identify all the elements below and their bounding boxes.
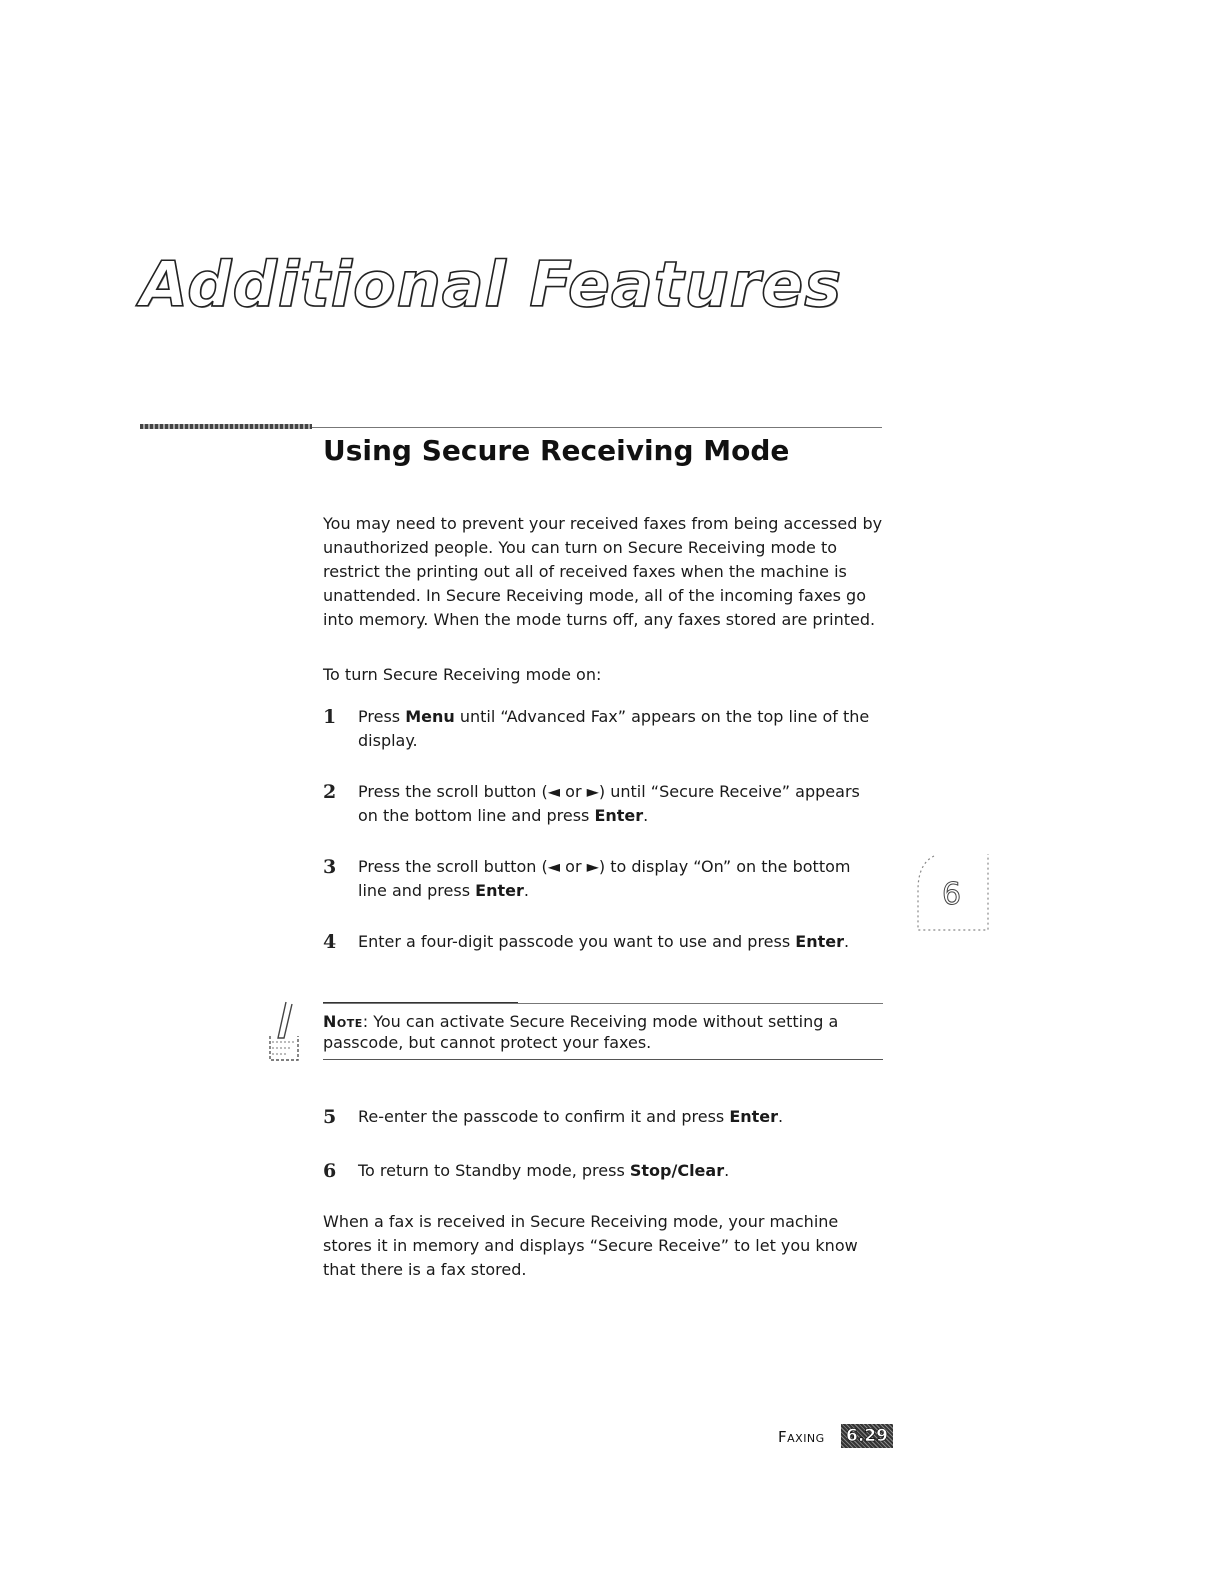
step-text: Press Menu until “Advanced Fax” appears on the top line of the display. [358, 707, 870, 750]
page-number-badge: 6.29 [841, 1424, 893, 1448]
turn-on-heading: To turn Secure Receiving mode on: [323, 665, 602, 684]
step-text: Re-enter the passcode to confirm it and press Enter. [358, 1107, 784, 1126]
step-number: 6 [323, 1160, 337, 1182]
step-text: Enter a four-digit passcode you want to use and press Enter. [358, 932, 850, 951]
note [323, 1011, 883, 1053]
step-4 [323, 930, 883, 954]
step-number: 1 [323, 706, 337, 728]
footer-chapter-label: Faxing [778, 1428, 825, 1446]
intro-paragraph: You may need to prevent your received faxes from being accessed by unauthorized people. You can turn on Secure Receiving mode to restrict the printing out all of received faxes when the machine is unattended. In Secure Receiving mode, all of the incoming faxes go into memory. When the mode turns off, any faxes stored are printed. [323, 514, 883, 629]
step-6 [323, 1159, 883, 1183]
closing-paragraph: When a fax is received in Secure Receiving mode, your machine stores it in memory and displays “Secure Receive” to let you know that there is a fax stored. [323, 1212, 858, 1279]
step-number: 5 [323, 1106, 337, 1128]
note-text: : You can activate Secure Receiving mode without setting a passcode, but cannot protect your faxes. [323, 1012, 839, 1052]
note-pencil-icon [258, 998, 304, 1064]
step-5 [323, 1105, 883, 1129]
step-number: 2 [323, 781, 337, 803]
step-3 [323, 855, 883, 903]
step-text: Press the scroll button (◄ or ►) to display “On” on the bottom line and press Enter. [358, 857, 851, 900]
step-number: 4 [323, 931, 337, 953]
section-rule-accent [140, 424, 312, 429]
step-text: To return to Standby mode, press Stop/Clear. [358, 1161, 730, 1180]
note-rule-top [323, 1003, 883, 1004]
chapter-tab-number: 6 [942, 877, 962, 912]
section-rule [312, 427, 882, 428]
note-label: Note [323, 1012, 363, 1031]
chapter-title: Additional Features [140, 248, 843, 321]
step-number: 3 [323, 856, 337, 878]
chapter-tab-icon [914, 850, 990, 936]
step-2 [323, 780, 883, 828]
note-rule-bottom [323, 1059, 883, 1060]
step-1 [323, 705, 883, 753]
section-title: Using Secure Receiving Mode [323, 434, 790, 467]
step-text: Press the scroll button (◄ or ►) until “Secure Receive” appears on the bottom line and press Enter. [358, 782, 860, 825]
